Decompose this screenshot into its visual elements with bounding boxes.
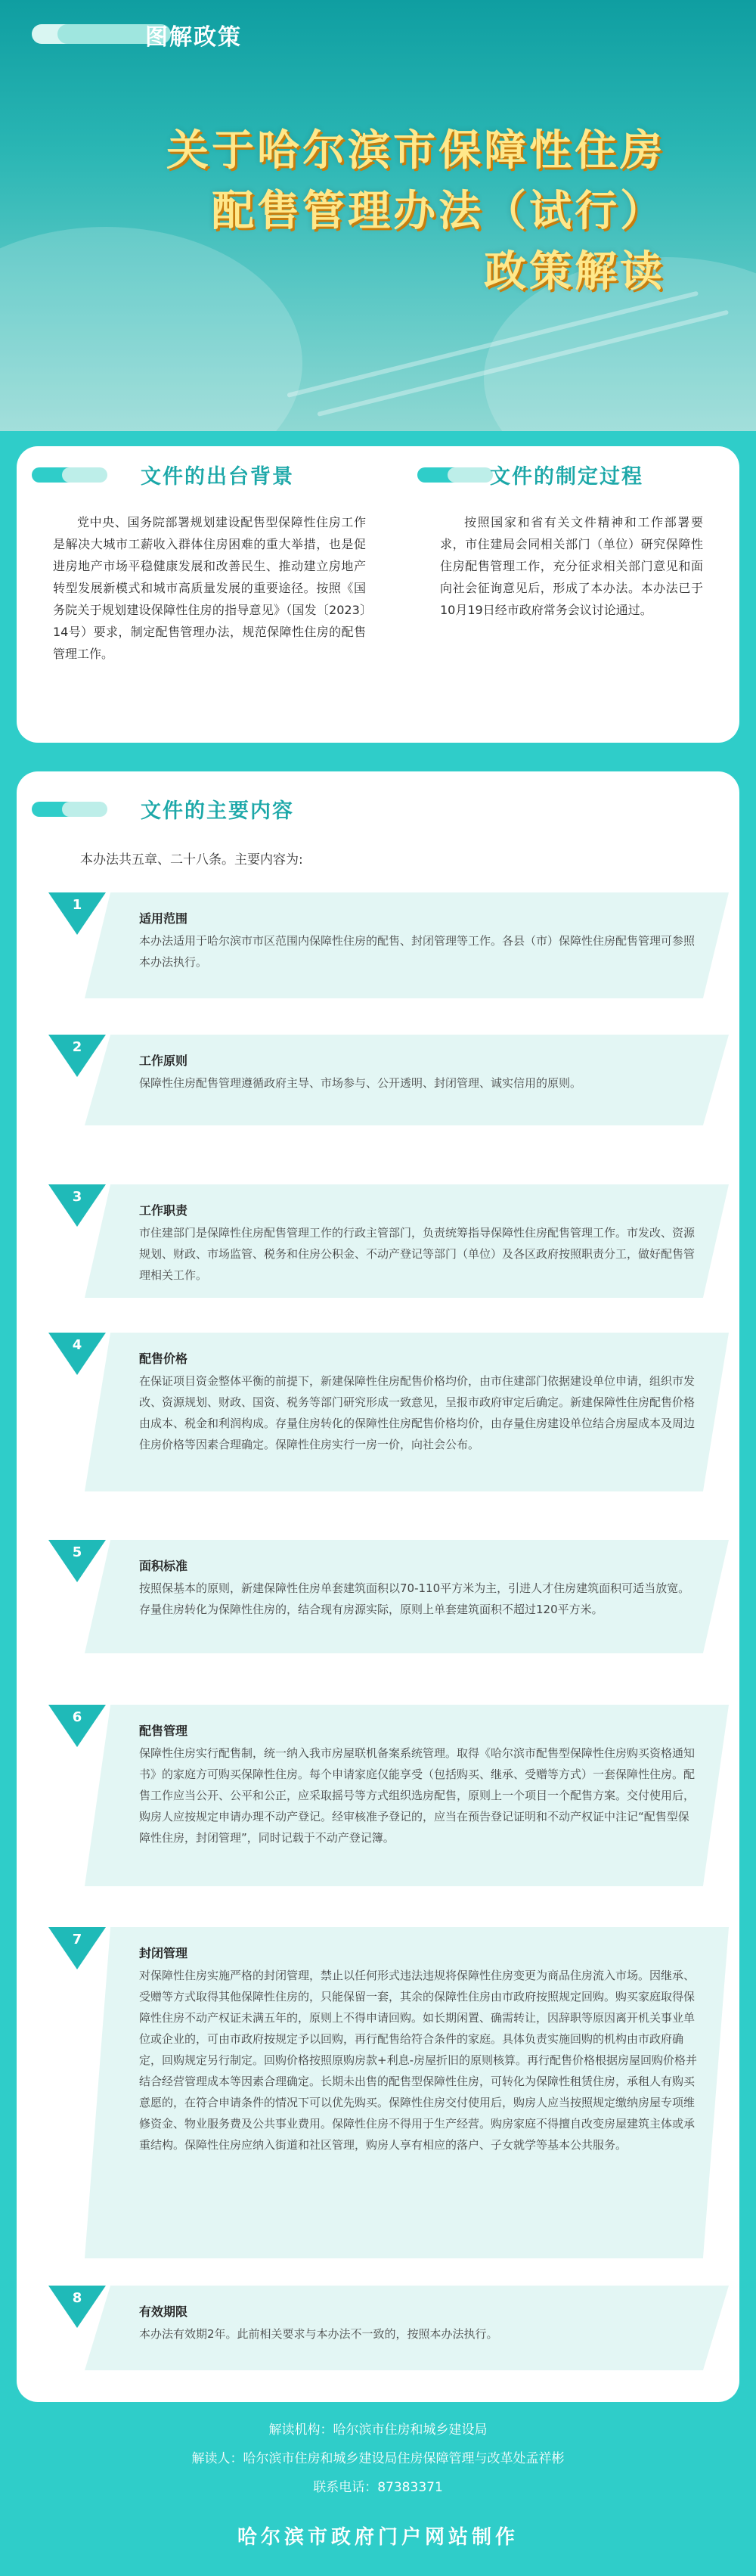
item-text: 对保障性住房实施严格的封闭管理，禁止以任何形式违法违规将保障性住房变更为商品住房流入市场。因继承、受赠等方式取得其他保障性住房的，只能保留一套，其余的保障性住房由市政府按照规定回购。购买家庭取得保障性住房不动产权证未满五年的，原则上不得申请回购。如长期闲置、确需转让，因辞职等原因离开机关事业单位或企业的，可由市政府按规定予以回购，再行配售给符合条件的家庭。具体负责实施回购的机构由市政府确定，回购规定另行制定。回购价格按照原购房款+利息-房屋折旧的原则核算。再行配售价格根据房屋回购价格并结合经营管理成本等因素合理确定。长期未出售的配售型保障性住房，可转化为保障性租赁住房，承租人有购买意愿的，在符合申请条件的情况下可以优先购买。保障性住房交付使用后，购房人应当按照规定缴纳房屋专项维修资金、物业服务费及公共事业费用。保障性住房不得用于生产经营。购房家庭不得擅自改变房屋建筑主体或承重结构。保障性住房应纳入街道和社区管理，购房人享有相应的落户、子女就学等基本公共服务。 [139,1969,697,2152]
header-decoration [448,467,493,483]
footer-org: 解读机构：哈尔滨市住房和城乡建设局 [268,2422,488,2438]
item-text: 保障性住房实行配售制，统一纳入我市房屋联机备案系统管理。取得《哈尔滨市配售型保障性住房购买资格通知书》的家庭方可购买保障性住房。每个申请家庭仅能享受（包括购买、继承、受赠等方式）一套保障性住房。配售工作应当公开、公平和公正，应采取摇号等方式组织选房配售，原则上一个项目一个配售方案。交付使用后，购房人应按规定申请办理不动产登记。经审核准予登记的，应当在预告登记证明和不动产权证中注记“配售型保障性住房，封闭管理”，同时记载于不动产登记簿。 [139,1746,696,1845]
content-item [48,1927,729,2258]
title-line: 配售管理办法（试行） [212,187,665,236]
item-title: 面积标准 [139,1559,188,1573]
item-number: 8 [72,2290,82,2306]
item-title: 工作原则 [139,1054,188,1068]
item-number: 6 [72,1709,82,1725]
section-title: 文件的主要内容 [141,799,294,823]
main-content-card [17,771,739,2402]
content-item [48,1540,729,1653]
footer-phone: 联系电话：87383371 [313,2480,443,2495]
title-line: 政策解读 [484,247,665,296]
header-decoration [62,802,107,817]
content-item [48,1333,729,1491]
section-header-background [32,460,349,490]
header-decoration [62,467,107,483]
content-item [48,1705,729,1886]
item-number: 5 [72,1544,82,1560]
title-line: 关于哈尔滨市保障性住房 [166,126,665,175]
item-title: 工作职责 [139,1203,188,1218]
item-text: 在保证项目资金整体平衡的前提下，新建保障性住房配售价格均价，由市住建部门依据建设单位申请，组织市发改、资源规划、财政、国资、税务等部门研究形成一致意见，呈报市政府审定后确定。新建保障性住房配售价格由成本、税金和利润构成。存量住房转化的保障性住房配售价格均价，由存量住房建设单位结合房屋成本及周边住房价格等因素合理确定。保障性住房实行一房一价，向社会公布。 [139,1374,696,1451]
section-title: 文件的制定过程 [490,465,643,489]
category-tag: 图解政策 [145,24,242,51]
item-number: 4 [72,1337,82,1353]
item-number: 7 [72,1932,82,1948]
section-header-process [417,460,735,490]
header-banner [0,0,756,431]
process-text: 按照国家和省有关文件精神和工作部署要求，市住建局会同相关部门（单位）研究保障性住房配售管理工作，充分征求相关部门意见和面向社会征询意见后，形成了本办法。本办法已于10月19日经市政府常务会议讨论通过。 [440,515,703,617]
page-title [166,121,665,303]
item-title: 适用范围 [139,911,188,926]
content-item [48,2286,729,2370]
item-text: 保障性住房配售管理遵循政府主导、市场参与、公开透明、封闭管理、诚实信用的原则。 [139,1076,582,1090]
item-text: 本办法适用于哈尔滨市市区范围内保障性住房的配售、封闭管理等工作。各县（市）保障性住房配售管理可参照本办法执行。 [139,934,696,969]
content-item [48,892,729,998]
footer-producer: 哈尔滨市政府门户网站制作 [237,2526,519,2549]
content-item [48,1035,729,1125]
section-title: 文件的出台背景 [141,465,294,489]
item-number: 3 [72,1189,82,1205]
main-intro: 本办法共五章、二十八条。主要内容为: [80,852,303,867]
background-process-card [17,446,739,743]
content-item [48,1184,729,1298]
background-text: 党中央、国务院部署规划建设配售型保障性住房工作是解决大城市工薪收入群体住房困难的重大举措，也是促进房地产市场平稳健康发展和改善民生、推动建立房地产转型发展新模式和城市高质量发展的重要途径。按照《国务院关于规划建设保障性住房的指导意见》（国发〔2023〕14号）要求，制定配售管理办法，规范保障性住房的配售管理工作。 [53,515,366,661]
footer-person: 解读人：哈尔滨市住房和城乡建设局住房保障管理与改革处孟祥彬 [191,2451,565,2466]
item-title: 封闭管理 [139,1946,188,1960]
item-title: 有效期限 [139,2304,188,2319]
item-text: 本办法有效期2年。此前相关要求与本办法不一致的，按照本办法执行。 [139,2327,498,2341]
item-text: 市住建部门是保障性住房配售管理工作的行政主管部门，负责统筹指导保障性住房配售管理工作。市发改、资源规划、财政、市场监管、税务和住房公积金、不动产登记等部门（单位）及各区政府按照职责分工，做好配售管理相关工作。 [139,1226,696,1282]
item-text: 按照保基本的原则，新建保障性住房单套建筑面积以70-110平方米为主，引进人才住房建筑面积可适当放宽。存量住房转化为保障性住房的，结合现有房源实际，原则上单套建筑面积不超过120平方米。 [139,1581,690,1616]
item-title: 配售价格 [139,1352,188,1366]
item-number: 2 [72,1039,82,1055]
section-header-main [32,794,349,824]
item-number: 1 [72,897,82,913]
item-title: 配售管理 [139,1724,188,1738]
